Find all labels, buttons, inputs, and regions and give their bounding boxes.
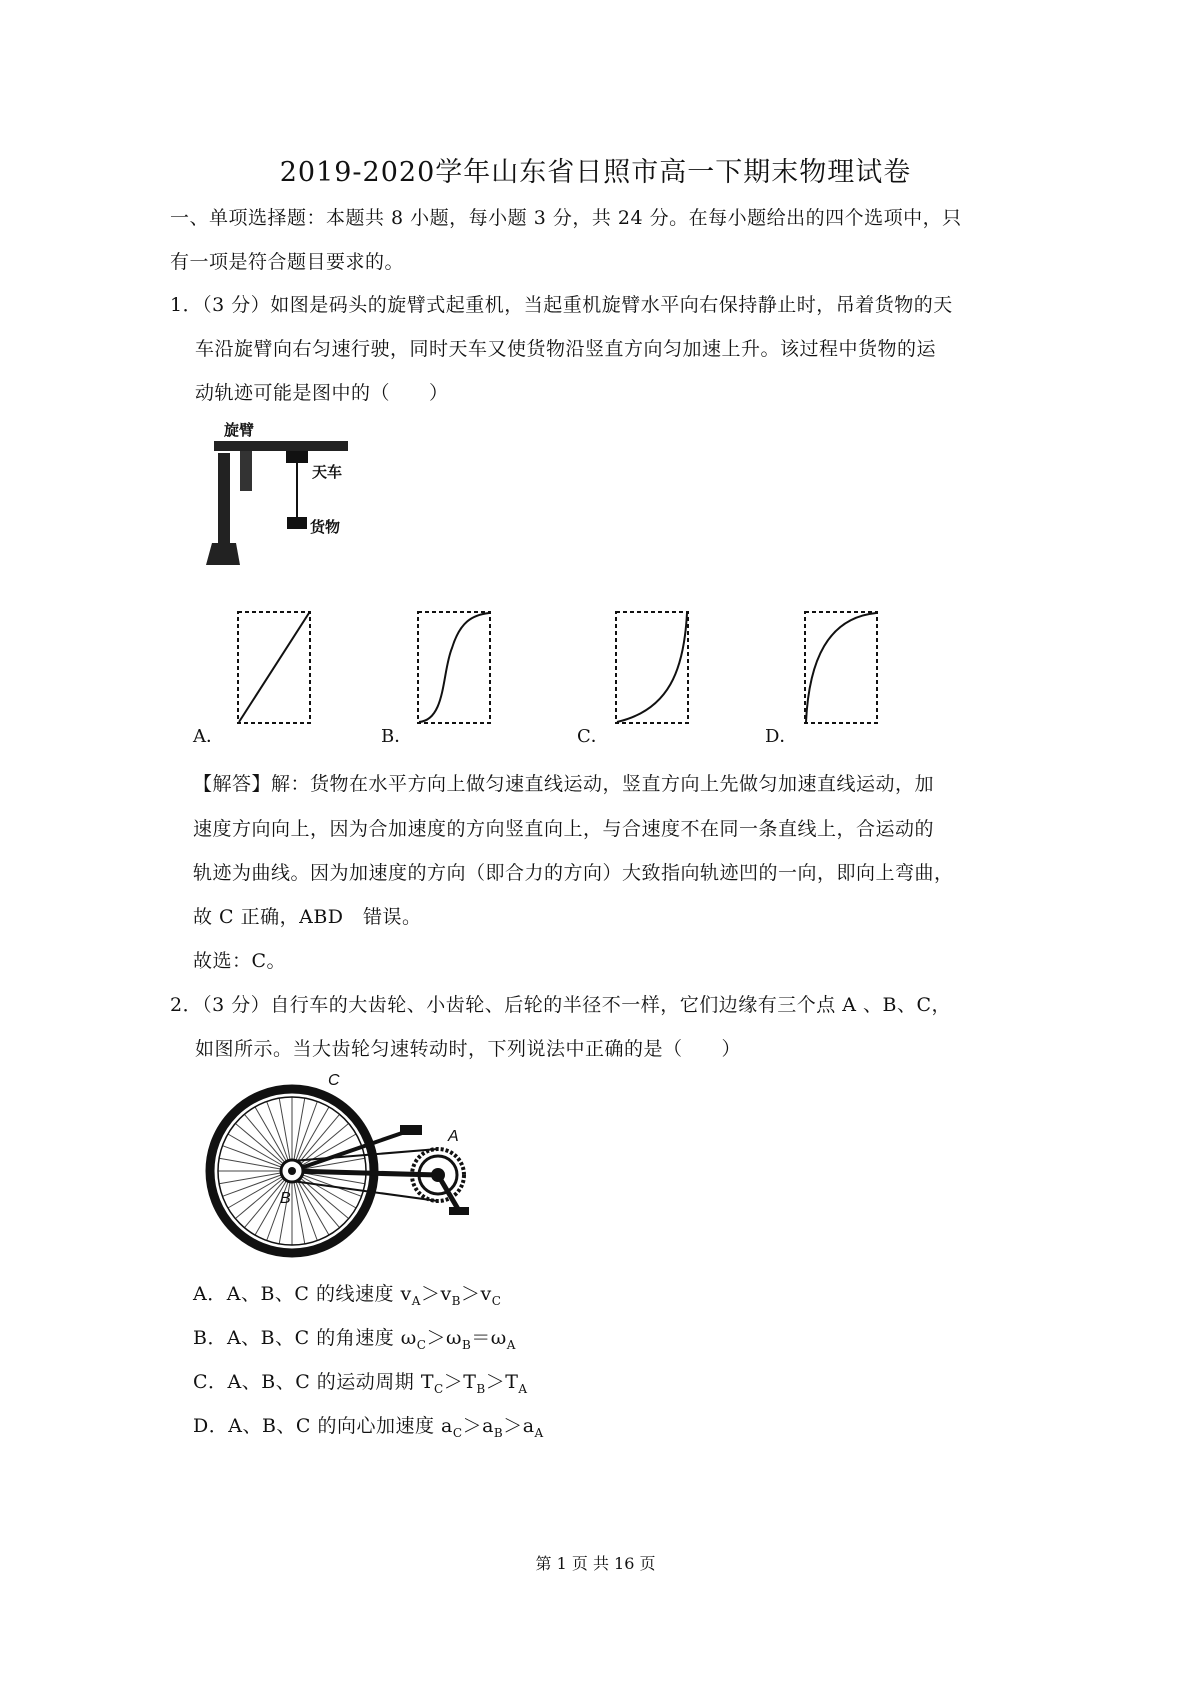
option-c-label: C． bbox=[577, 726, 609, 747]
page-footer: 第 1 页 共 16 页 bbox=[535, 1554, 656, 1573]
section-instruction-line-1: 一、单项选择题：本题共 8 小题，每小题 3 分，共 24 分。在每小题给出的四个选项中，只 bbox=[170, 207, 962, 229]
option-d-label: D． bbox=[765, 726, 798, 747]
answer-line-4: 故 C 正确，ABD 错误。 bbox=[193, 906, 422, 928]
question-1-line-2: 车沿旋臂向右匀速行驶，同时天车又使货物沿竖直方向匀加速上升。该过程中货物的运 bbox=[195, 338, 937, 360]
label-point-a: A bbox=[448, 1128, 459, 1145]
crane-figure bbox=[200, 415, 360, 575]
q2-option-c: C．A、B、C 的运动周期 $T_C>T_B>T_A$ bbox=[193, 1371, 528, 1396]
option-b-label: B． bbox=[381, 726, 413, 747]
q2-option-d: D．A、B、C 的向心加速度 $a_C>a_B>a_A$ bbox=[193, 1415, 544, 1440]
question-1-line-3: 动轨迹可能是图中的（ ） bbox=[195, 382, 449, 404]
bicycle-figure bbox=[200, 1065, 500, 1265]
option-a-label: A． bbox=[193, 726, 224, 747]
q2-option-a: A．A、B、C 的线速度 $v_A>v_B>v_C$ bbox=[193, 1283, 502, 1308]
answer-line-5: 故选：C。 bbox=[193, 950, 287, 972]
trajectory-figure-b bbox=[416, 610, 492, 725]
label-cargo: 货物 bbox=[310, 519, 341, 536]
answer-line-3: 轨迹为曲线。因为加速度的方向（即合力的方向）大致指向轨迹凹的一向，即向上弯曲， bbox=[193, 862, 954, 884]
answer-line-2: 速度方向向上，因为合加速度的方向竖直向上，与合速度不在同一条直线上，合运动的 bbox=[193, 818, 935, 840]
trajectory-figure-d bbox=[803, 610, 879, 725]
question-1-line-1: 1．（3 分）如图是码头的旋臂式起重机，当起重机旋臂水平向右保持静止时，吊着货物的天 bbox=[170, 294, 953, 316]
label-arm: 旋臂 bbox=[224, 422, 255, 439]
page-title: 2019-2020学年山东省日照市高一下期末物理试卷 bbox=[279, 157, 912, 188]
q2-option-b: B．A、B、C 的角速度 $\omega_C>\omega_B=\omega_A$ bbox=[193, 1327, 516, 1352]
label-point-b: B bbox=[280, 1190, 291, 1207]
label-trolley: 天车 bbox=[312, 464, 343, 481]
label-point-c: C bbox=[328, 1072, 340, 1089]
question-2-line-2: 如图所示。当大齿轮匀速转动时，下列说法中正确的是（ ） bbox=[195, 1038, 742, 1060]
trajectory-figure-c bbox=[614, 610, 690, 725]
section-instruction-line-2: 有一项是符合题目要求的。 bbox=[170, 251, 405, 273]
trajectory-figure-a bbox=[236, 610, 312, 725]
answer-line-1: 【解答】解：货物在水平方向上做匀速直线运动，竖直方向上先做匀加速直线运动，加 bbox=[193, 773, 935, 795]
question-2-line-1: 2．（3 分）自行车的大齿轮、小齿轮、后轮的半径不一样，它们边缘有三个点 A 、B、C， bbox=[170, 994, 952, 1016]
